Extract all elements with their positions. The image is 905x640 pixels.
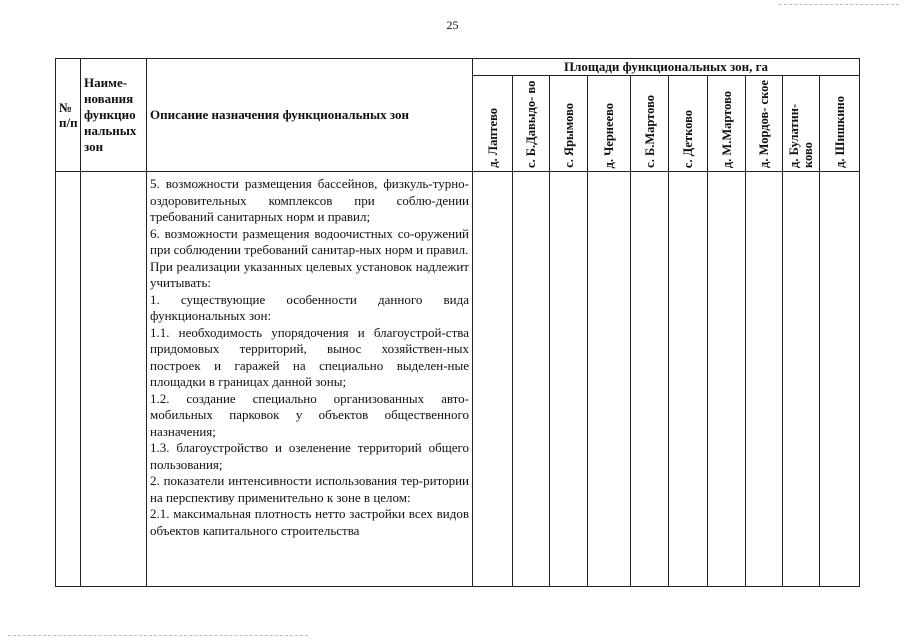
settlement-label: с. Ярымово [561,103,576,168]
description-line: 6. возможности размещения водоочистных со-оружений при соблюдении требований санитар-ных норм и правил. [150,225,469,257]
description-line: 1.1. необходимость упорядочения и благоустрой-ства придомовых территорий, вынос хозяйствен-ных построек и гаражей на специально выделен-ные площадки в границах данной зоны; [150,324,469,389]
cell-description [147,172,473,587]
cell-area [708,172,746,587]
page-number: 25 [446,18,459,32]
header-settlement [588,76,631,172]
header-settlement [550,76,588,172]
cell-area [669,172,708,587]
settlement-label: с. Детково [681,109,695,168]
header-areas [473,59,860,76]
settlement-label: д. Шишкино [832,96,847,168]
header-settlement [783,76,820,172]
header-description [147,59,473,172]
header-number-text: № п/п [59,100,78,130]
description-line: 1.2. создание специально организованных авто-мобильных парковок у объектов общественного назначения; [150,390,469,439]
settlement-label: д. Мордов- ское [757,80,771,168]
cell-zone-name [81,172,147,587]
header-areas-text: Площади функциональных зон, га [563,59,769,74]
header-settlement [631,76,669,172]
description-line: 1. существующие особенности данного вида функциональных зон: [150,291,469,323]
description-line: При реализации указанных целевых установок надлежит учитывать: [150,258,469,290]
header-settlement [473,76,513,172]
header-settlement [513,76,550,172]
cell-area [783,172,820,587]
header-settlement [669,76,708,172]
cell-area [631,172,669,587]
header-settlement [746,76,783,172]
header-settlement [708,76,746,172]
cell-area [473,172,513,587]
settlement-label: д. Булатин- ково [787,103,815,168]
functional-zones-table-wrap [55,58,860,587]
table-row [56,172,860,587]
header-settlement [820,76,860,172]
description-line: 2.1. максимальная плотность нетто застройки всех видов объектов капитального строительства [150,506,469,538]
header-zone-name-text: Наиме- нования функцио нальных зон [84,75,137,154]
cell-area [513,172,550,587]
settlement-label: с. Б.Мартово [642,95,657,168]
scan-edge-line [8,635,308,636]
cell-area [588,172,631,587]
header-description-text: Описание назначения функциональных зон [150,106,410,122]
cell-number [56,172,81,587]
settlement-label: д. М.Мартово [719,90,734,168]
header-zone-name [81,59,147,172]
cell-area [550,172,588,587]
cell-area [820,172,860,587]
description-line: 5. возможности размещения бассейнов, физкуль-турно-оздоровительных комплексов при соблю-дении требований санитарных норм и правил; [150,176,469,224]
description-line: 2. показатели интенсивности использования тер-ритории на перспективу применительно к зоне в целом: [150,473,469,505]
settlement-label: д. Чернеево [602,102,616,168]
functional-zones-table [55,58,860,587]
settlement-label: с. Б.Давыдо- во [524,80,538,168]
description-line: 1.3. благоустройство и озеленение территорий общего пользования; [150,440,469,472]
cell-area [746,172,783,587]
settlement-label: д. Лаптево [485,108,500,168]
scan-edge-line [779,4,899,5]
header-number [56,59,81,172]
